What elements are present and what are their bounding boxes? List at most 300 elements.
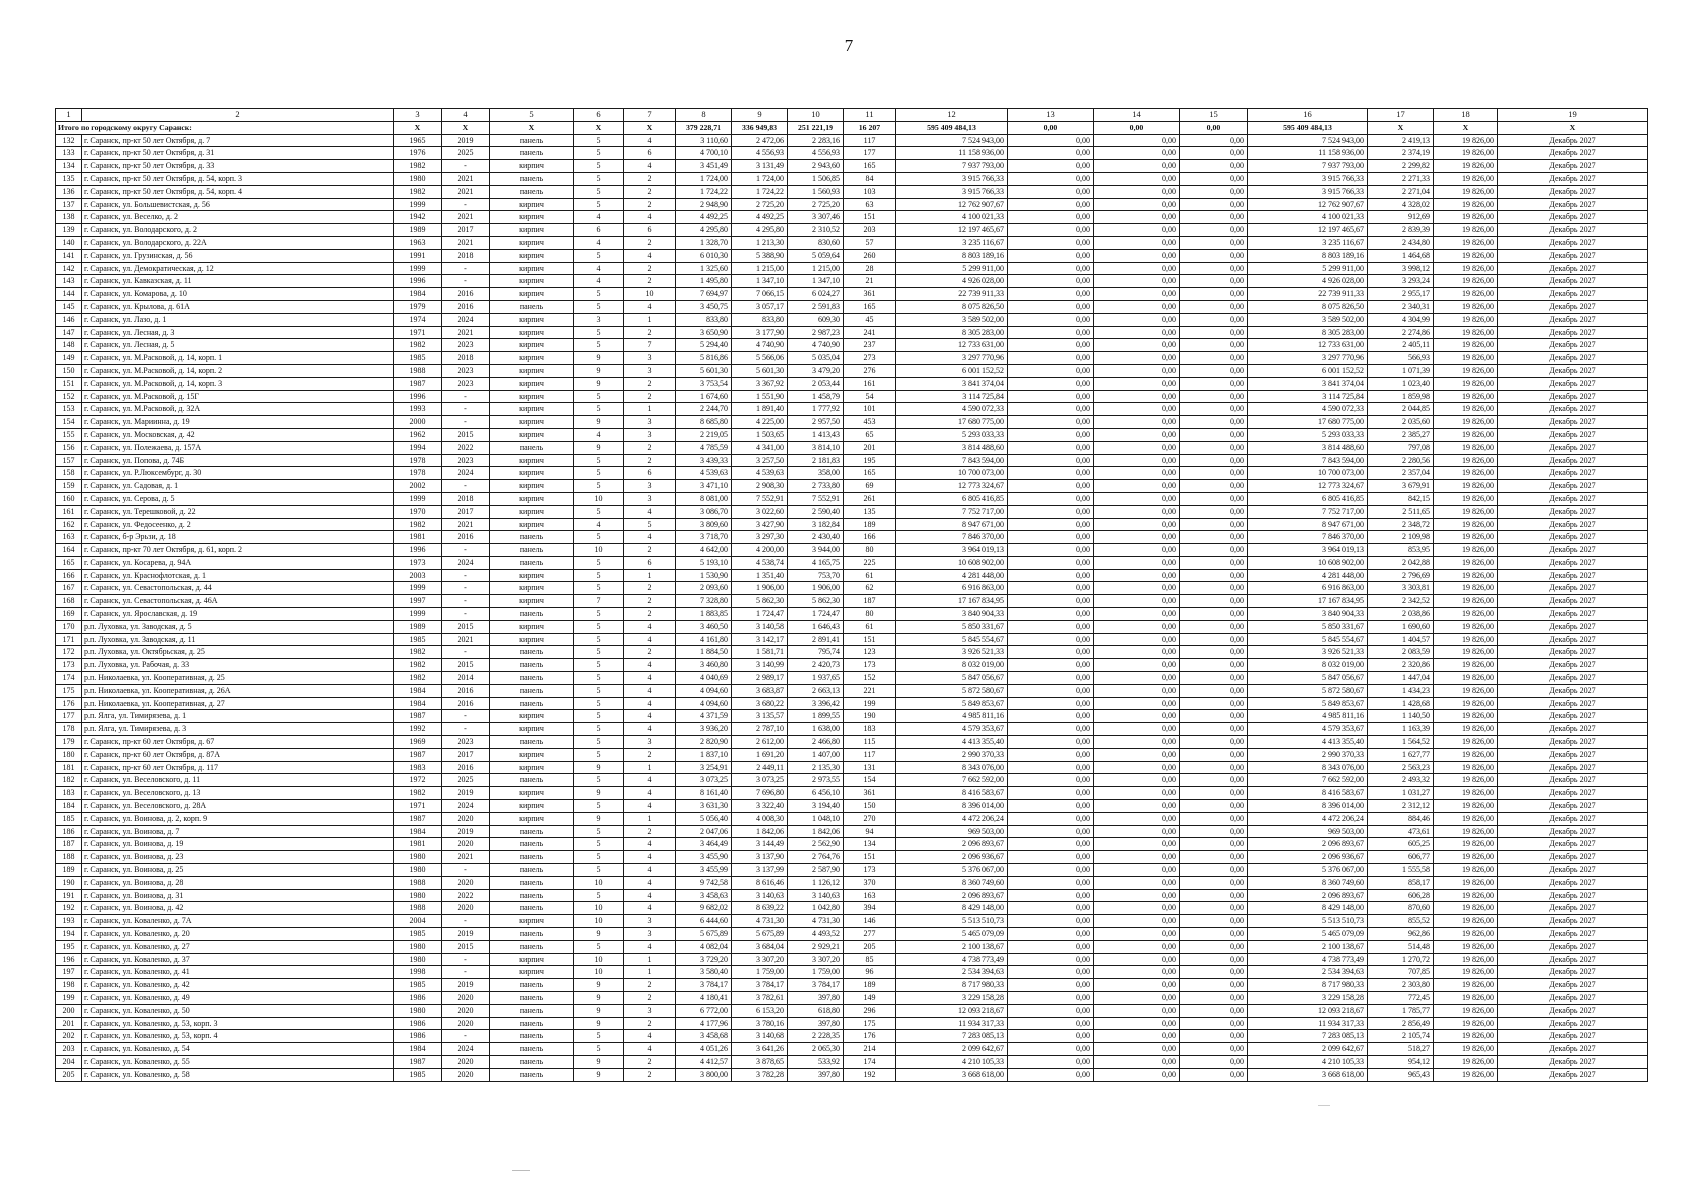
table-cell: 4 472 206,24 (896, 812, 1008, 825)
table-cell: 0,00 (1008, 966, 1094, 979)
table-cell: 2016 (442, 288, 490, 301)
table-cell: 4 328,02 (1368, 198, 1434, 211)
table-cell: 19 826,00 (1434, 851, 1498, 864)
table-cell: 1986 (394, 991, 442, 1004)
table-cell: 0,00 (1008, 288, 1094, 301)
table-cell: 5 (574, 249, 624, 262)
table-cell: 151 (844, 211, 896, 224)
table-cell: 1996 (394, 275, 442, 288)
table-cell: 0,00 (1094, 313, 1180, 326)
table-cell: 1987 (394, 710, 442, 723)
table-cell: 176 (56, 697, 82, 710)
table-cell: 0,00 (1008, 582, 1094, 595)
table-cell: 3 809,60 (676, 518, 732, 531)
table-cell: 3 915 766,33 (896, 172, 1008, 185)
table-cell: 205 (56, 1068, 82, 1081)
table-cell: 19 826,00 (1434, 224, 1498, 237)
table-cell: 606,77 (1368, 851, 1434, 864)
table-cell: 158 (56, 467, 82, 480)
table-cell: 4 579 353,67 (896, 723, 1008, 736)
table-cell: 0,00 (1094, 710, 1180, 723)
table-cell: кирпич (490, 352, 574, 365)
table-cell: 0,00 (1180, 697, 1248, 710)
table-cell: 19 826,00 (1434, 467, 1498, 480)
table-cell: 5 (574, 198, 624, 211)
table-cell: 2002 (394, 480, 442, 493)
table-cell: 5 (574, 620, 624, 633)
table-cell: 0,00 (1008, 403, 1094, 416)
table-cell: 1 071,39 (1368, 364, 1434, 377)
table-row (56, 608, 1648, 621)
table-cell: 19 826,00 (1434, 160, 1498, 173)
table-cell: 2 (624, 748, 676, 761)
table-row (56, 352, 1648, 365)
table-cell: Декабрь 2027 (1498, 800, 1648, 813)
table-cell: 0,00 (1008, 723, 1094, 736)
table-row (56, 902, 1648, 915)
table-cell: 10 (788, 109, 844, 122)
table-cell: 2 591,83 (788, 300, 844, 313)
table-cell: 0,00 (1094, 748, 1180, 761)
table-cell: 2017 (442, 224, 490, 237)
table-cell: 8 429 148,00 (896, 902, 1008, 915)
table-cell: 2 990 370,33 (1248, 748, 1368, 761)
table-cell: 2 065,30 (788, 1043, 844, 1056)
table-cell: 4 295,80 (732, 224, 788, 237)
table-cell: 0,00 (1180, 556, 1248, 569)
table-cell: 5 (574, 633, 624, 646)
table-cell: 19 826,00 (1434, 505, 1498, 518)
table-cell: 4 295,80 (676, 224, 732, 237)
table-cell: 1 724,47 (788, 608, 844, 621)
table-row (56, 275, 1648, 288)
table-cell: 188 (56, 851, 82, 864)
table-cell: 1985 (394, 928, 442, 941)
table-cell: 3 464,49 (676, 838, 732, 851)
table-cell: г. Саранск, пр-кт 60 лет Октября, д. 67 (82, 736, 394, 749)
table-cell: X (1498, 121, 1648, 134)
table-cell: 16 207 (844, 121, 896, 134)
table-cell: 3 (624, 736, 676, 749)
table-cell: 0,00 (1008, 915, 1094, 928)
table-cell: 0,00 (1180, 633, 1248, 646)
table-cell: 19 826,00 (1434, 1043, 1498, 1056)
table-cell: кирпич (490, 812, 574, 825)
table-cell: 3 926 521,33 (1248, 646, 1368, 659)
table-cell: 4 642,00 (676, 544, 732, 557)
table-cell: 171 (56, 633, 82, 646)
table-cell: 0,00 (1180, 608, 1248, 621)
table-cell: 5 513 510,73 (896, 915, 1008, 928)
table-cell: г. Саранск, ул. Терешковой, д. 22 (82, 505, 394, 518)
table-cell: 9 742,58 (676, 876, 732, 889)
table-cell: 2 093,60 (676, 582, 732, 595)
table-cell: 0,00 (1008, 928, 1094, 941)
table-cell: 2019 (442, 928, 490, 941)
table-cell: 19 826,00 (1434, 889, 1498, 902)
table-cell: 277 (844, 928, 896, 941)
table-cell: 3 729,20 (676, 953, 732, 966)
table-cell: 54 (844, 390, 896, 403)
table-cell: 0,00 (1094, 224, 1180, 237)
table-cell: 1 413,43 (788, 428, 844, 441)
table-cell: 4 (624, 774, 676, 787)
table-cell: Декабрь 2027 (1498, 505, 1648, 518)
table-cell: 183 (844, 723, 896, 736)
table-cell: 0,00 (1180, 915, 1248, 928)
table-cell: 205 (844, 940, 896, 953)
table-cell: 4 538,74 (732, 556, 788, 569)
table-cell: 0,00 (1008, 428, 1094, 441)
table-cell: 2019 (442, 134, 490, 147)
table-cell: 2 989,17 (732, 672, 788, 685)
table-cell: 2 (624, 441, 676, 454)
table-cell: 595 409 484,13 (896, 121, 1008, 134)
table-cell: 4 (624, 697, 676, 710)
table-cell: Декабрь 2027 (1498, 403, 1648, 416)
table-cell: 5 (574, 697, 624, 710)
table-cell: Декабрь 2027 (1498, 864, 1648, 877)
table-cell: 19 826,00 (1434, 416, 1498, 429)
table-cell: 3 926 521,33 (896, 646, 1008, 659)
table-cell: 115 (844, 736, 896, 749)
table-cell: 9 (732, 109, 788, 122)
table-cell: 11 934 317,33 (1248, 1017, 1368, 1030)
table-cell: 4 413 355,40 (1248, 736, 1368, 749)
table-cell: 167 (56, 582, 82, 595)
table-cell: 1942 (394, 211, 442, 224)
table-cell: 5 (574, 1043, 624, 1056)
table-cell: 3 022,60 (732, 505, 788, 518)
table-cell: 0,00 (1094, 185, 1180, 198)
table-cell: 0,00 (1094, 812, 1180, 825)
table-cell: 0,00 (1094, 1004, 1180, 1017)
table-cell: 0,00 (1094, 160, 1180, 173)
table-cell: 3 460,80 (676, 659, 732, 672)
table-cell: 2 219,05 (676, 428, 732, 441)
table-cell: панель (490, 544, 574, 557)
table-cell: 276 (844, 364, 896, 377)
table-cell: Декабрь 2027 (1498, 608, 1648, 621)
table-cell: 0,00 (1008, 991, 1094, 1004)
table-row (56, 300, 1648, 313)
table-cell: 2 511,65 (1368, 505, 1434, 518)
table-cell: 3 479,20 (788, 364, 844, 377)
table-cell: 8 717 980,33 (896, 979, 1008, 992)
table-cell: 1 560,93 (788, 185, 844, 198)
table-cell: 4 (624, 134, 676, 147)
table-cell: 4 412,57 (676, 1055, 732, 1068)
table-cell: 9 (574, 1004, 624, 1017)
table-cell: Декабрь 2027 (1498, 1030, 1648, 1043)
table-cell: 2 096 893,67 (896, 889, 1008, 902)
table-cell: 0,00 (1008, 1055, 1094, 1068)
table-cell: 1987 (394, 748, 442, 761)
table-cell: Декабрь 2027 (1498, 172, 1648, 185)
table-cell: - (442, 198, 490, 211)
table-cell: 237 (844, 339, 896, 352)
table-cell: 0,00 (1180, 684, 1248, 697)
table-cell: 1 564,52 (1368, 736, 1434, 749)
table-cell: 0,00 (1008, 1068, 1094, 1081)
table-cell: 4 (624, 505, 676, 518)
table-cell: 5 (574, 684, 624, 697)
table-cell: 0,00 (1180, 326, 1248, 339)
table-cell: 0,00 (1008, 838, 1094, 851)
table-cell: 5 862,30 (732, 595, 788, 608)
table-cell: 2 109,98 (1368, 531, 1434, 544)
table-cell: 0,00 (1180, 620, 1248, 633)
table-cell: г. Саранск, ул. Коваленко, д. 53, корп. 3 (82, 1017, 394, 1030)
table-cell: 2 035,60 (1368, 416, 1434, 429)
table-cell: 155 (56, 428, 82, 441)
table-cell: - (442, 160, 490, 173)
table-cell: 5 (574, 748, 624, 761)
table-cell: 2016 (442, 684, 490, 697)
table-cell: 7 066,15 (732, 288, 788, 301)
table-cell: 0,00 (1180, 825, 1248, 838)
table-cell: 3 915 766,33 (896, 185, 1008, 198)
table-cell: 134 (844, 838, 896, 851)
table-cell: Декабрь 2027 (1498, 441, 1648, 454)
table-cell: 214 (844, 1043, 896, 1056)
table-cell: 0,00 (1008, 134, 1094, 147)
table-cell: 8 416 583,67 (896, 787, 1008, 800)
table-cell: г. Саранск, ул. Веселовского, д. 11 (82, 774, 394, 787)
table-cell: 2020 (442, 812, 490, 825)
table-cell: 1982 (394, 672, 442, 685)
table-cell: кирпич (490, 262, 574, 275)
table-cell: - (442, 262, 490, 275)
table-cell: 174 (56, 672, 82, 685)
table-cell: 2 271,04 (1368, 185, 1434, 198)
table-cell: 1999 (394, 262, 442, 275)
table-cell: 1 777,92 (788, 403, 844, 416)
table-cell: Декабрь 2027 (1498, 876, 1648, 889)
table-row (56, 377, 1648, 390)
table-cell: 1 (56, 109, 82, 122)
table-cell: г. Саранск, ул. Коваленко, д. 27 (82, 940, 394, 953)
table-cell: 5 376 067,00 (1248, 864, 1368, 877)
table-cell: 6 805 416,85 (896, 492, 1008, 505)
table-cell: 2017 (442, 505, 490, 518)
table-cell: 12 093 218,67 (896, 1004, 1008, 1017)
table-cell: г. Саранск, ул. Полежаева, д. 157А (82, 441, 394, 454)
table-cell: 0,00 (1094, 800, 1180, 813)
table-cell: 0,00 (1008, 787, 1094, 800)
table-cell: панель (490, 876, 574, 889)
table-cell: 1981 (394, 838, 442, 851)
table-cell: 2 374,19 (1368, 147, 1434, 160)
table-cell: 2 430,40 (788, 531, 844, 544)
table-row (56, 851, 1648, 864)
table-cell: 0,00 (1094, 620, 1180, 633)
table-cell: 2 (624, 595, 676, 608)
table-cell: 2000 (394, 416, 442, 429)
table-cell: 3 784,17 (788, 979, 844, 992)
table-cell: 1970 (394, 505, 442, 518)
table-cell: г. Саранск, ул. Воинова, д. 2, корп. 9 (82, 812, 394, 825)
table-cell: 0,00 (1008, 390, 1094, 403)
table-cell: г. Саранск, ул. Р.Люксембург, д. 30 (82, 467, 394, 480)
table-cell: 3 137,90 (732, 851, 788, 864)
table-cell: 5 (574, 390, 624, 403)
table-cell: 173 (56, 659, 82, 672)
table-row (56, 646, 1648, 659)
table-cell: г. Саранск, ул. Коваленко, д. 50 (82, 1004, 394, 1017)
table-cell: г. Саранск, ул. Московская, д. 42 (82, 428, 394, 441)
table-cell: 0,00 (1094, 134, 1180, 147)
table-cell: г. Саранск, ул. Коваленко, д. 37 (82, 953, 394, 966)
table-cell: 2018 (442, 492, 490, 505)
table-cell: кирпич (490, 390, 574, 403)
table-row (56, 812, 1648, 825)
table-cell: 7 (624, 109, 676, 122)
table-cell: р.п. Ялга, ул. Тимирязева, д. 3 (82, 723, 394, 736)
table-cell: 4 (624, 1043, 676, 1056)
table-cell: 9 (574, 928, 624, 941)
table-cell: 1 906,00 (788, 582, 844, 595)
table-cell: 4 177,96 (676, 1017, 732, 1030)
table-cell: 187 (844, 595, 896, 608)
table-cell: 1 724,00 (676, 172, 732, 185)
table-cell: 19 826,00 (1434, 454, 1498, 467)
table-cell: 3 322,40 (732, 800, 788, 813)
table-cell: панель (490, 979, 574, 992)
table-cell: 19 826,00 (1434, 147, 1498, 160)
table-cell: кирпич (490, 723, 574, 736)
table-cell: 361 (844, 288, 896, 301)
table-cell: 0,00 (1094, 736, 1180, 749)
table-cell: 2 419,13 (1368, 134, 1434, 147)
table-cell: 5 601,30 (676, 364, 732, 377)
table-cell: 190 (844, 710, 896, 723)
table-cell: г. Саранск, ул. Воинова, д. 25 (82, 864, 394, 877)
table-cell: 7 552,91 (788, 492, 844, 505)
table-row (56, 236, 1648, 249)
table-cell: 1984 (394, 1043, 442, 1056)
table-cell: 1 407,00 (788, 748, 844, 761)
table-cell: 174 (844, 1055, 896, 1068)
table-cell: 3 (624, 364, 676, 377)
table-cell: 5 (574, 556, 624, 569)
table-cell: 0,00 (1094, 556, 1180, 569)
table-cell: 163 (56, 531, 82, 544)
table-cell: панель (490, 608, 574, 621)
table-cell: г. Саранск, ул. Севастопольская, д. 44 (82, 582, 394, 595)
table-cell: 145 (56, 300, 82, 313)
table-cell: 165 (844, 160, 896, 173)
table-cell: 1985 (394, 352, 442, 365)
table-cell: 1997 (394, 595, 442, 608)
table-cell: Декабрь 2027 (1498, 262, 1648, 275)
table-cell: 5 601,30 (732, 364, 788, 377)
table-cell: 4 (624, 300, 676, 313)
table-cell: 1963 (394, 236, 442, 249)
table-cell: Декабрь 2027 (1498, 710, 1648, 723)
table-row (56, 928, 1648, 941)
table-cell: 2 (624, 991, 676, 1004)
table-cell: 194 (56, 928, 82, 941)
table-cell: 753,70 (788, 569, 844, 582)
table-cell: 0,00 (1094, 480, 1180, 493)
table-cell: 0,00 (1180, 966, 1248, 979)
table-cell: 14 (1094, 109, 1180, 122)
table-cell: 2 (82, 109, 394, 122)
table-cell: Декабрь 2027 (1498, 1068, 1648, 1081)
table-cell: 0,00 (1094, 518, 1180, 531)
table-cell: 2 096 893,67 (1248, 889, 1368, 902)
table-cell: - (442, 646, 490, 659)
table-cell: 3 135,57 (732, 710, 788, 723)
table-cell: 0,00 (1008, 326, 1094, 339)
table-cell: 3 780,16 (732, 1017, 788, 1030)
table-cell: 3 840 904,33 (896, 608, 1008, 621)
table-row (56, 748, 1648, 761)
table-cell: 11 (844, 109, 896, 122)
table-cell: 0,00 (1180, 505, 1248, 518)
table-cell: 2 908,30 (732, 480, 788, 493)
table-cell: 1 842,06 (788, 825, 844, 838)
table-cell: 5 862,30 (788, 595, 844, 608)
table-row (56, 684, 1648, 697)
table-row (56, 428, 1648, 441)
table-cell: 17 167 834,95 (1248, 595, 1368, 608)
table-cell: 0,00 (1180, 544, 1248, 557)
table-cell: кирпич (490, 249, 574, 262)
table-cell: 0,00 (1008, 160, 1094, 173)
table-cell: г. Саранск, пр-кт 60 лет Октября, д. 117 (82, 761, 394, 774)
table-cell: 1980 (394, 889, 442, 902)
table-cell: кирпич (490, 595, 574, 608)
table-cell: 2023 (442, 364, 490, 377)
table-cell: 0,00 (1008, 441, 1094, 454)
table-cell: 6 153,20 (732, 1004, 788, 1017)
table-cell: 3 (624, 492, 676, 505)
table-cell: 18 (1434, 109, 1498, 122)
table-cell: 5 (574, 723, 624, 736)
table-cell: 19 826,00 (1434, 684, 1498, 697)
table-cell: 3 140,99 (732, 659, 788, 672)
table-cell: 0,00 (1008, 1004, 1094, 1017)
table-cell: 45 (844, 313, 896, 326)
table-cell: 19 826,00 (1434, 1055, 1498, 1068)
table-cell: 0,00 (1094, 326, 1180, 339)
table-cell: Декабрь 2027 (1498, 300, 1648, 313)
table-cell: 1978 (394, 467, 442, 480)
table-cell: 0,00 (1008, 339, 1094, 352)
table-cell: 1999 (394, 582, 442, 595)
table-cell: 195 (844, 454, 896, 467)
table-cell: 2016 (442, 300, 490, 313)
table-cell: 3 114 725,84 (896, 390, 1008, 403)
table-cell: 9 (574, 761, 624, 774)
table-cell: Декабрь 2027 (1498, 723, 1648, 736)
table-cell: 3 589 502,00 (896, 313, 1008, 326)
table-cell: 3 800,00 (676, 1068, 732, 1081)
table-cell: г. Саранск, ул. Крылова, д. 61А (82, 300, 394, 313)
table-cell: 0,00 (1180, 991, 1248, 1004)
table-cell: 4 738 773,49 (896, 953, 1008, 966)
table-cell: 5 (574, 467, 624, 480)
table-cell: 2 420,73 (788, 659, 844, 672)
table-cell: 9 (574, 787, 624, 800)
table-cell: 4 556,93 (788, 147, 844, 160)
table-cell: 2 (624, 185, 676, 198)
table-cell: 4 590 072,33 (896, 403, 1008, 416)
table-cell: 1 447,04 (1368, 672, 1434, 685)
table-cell: 3 878,65 (732, 1055, 788, 1068)
